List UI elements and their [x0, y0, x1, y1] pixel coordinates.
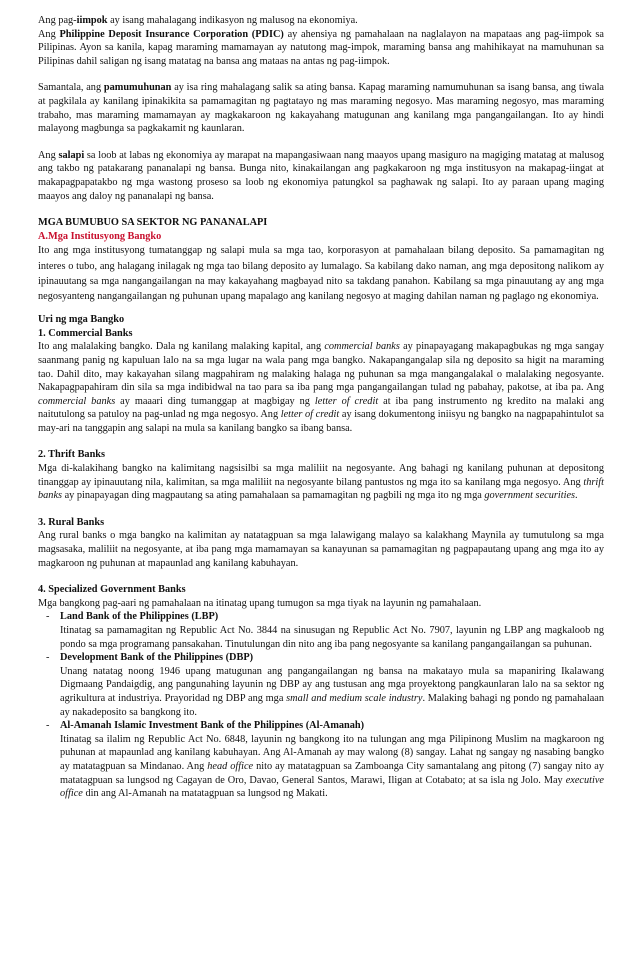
term-pdic: Philippine Deposit Insurance Corporation (PDIC)	[59, 28, 284, 40]
al-amanah-paragraph	[60, 733, 604, 801]
italic-term: government securities	[484, 490, 576, 502]
list-item-al-amanah	[38, 719, 604, 801]
italic-term: letter of credit	[314, 395, 379, 407]
intro-paragraph-1	[38, 14, 604, 28]
rural-banks-paragraph: Ang rural banks o mga bangko na kalimitan ay natatagpuan sa mga lalawigang malayo sa kalakhang Maynila ay tumutulong sa mga magsasaka, maliliit na negosyante, at iba pang mga mamamayan sa kanayunan sa pamamagitan ng pagpapautang upang ang mga ito ay magkaroon ng puhunan at mapaunlad ang kanilang kabuhayan.	[38, 530, 604, 569]
rural-banks-title: 3. Rural Banks	[38, 516, 105, 528]
paragraph-text: nito ay matatagpuan sa Zamboanga City samantalang ang pitong (7) sangay nito ay matatagpuan sa lungsod ng Cagayan de Oro, Davao, General Santos, Marawi, Iligan at Cotabato; at sa isla ng Jolo. May	[60, 760, 604, 786]
paragraph-text: ay isang dokumentong iniisyu ng bangko na nagpapahintulot sa may-ari na tanggapin ang salapi na mula sa kanilang bangko sa ibang bansa.	[38, 409, 604, 434]
intro-paragraph-2	[38, 28, 604, 69]
paragraph-text: Ito ang malalaking bangko. Dala ng kanilang malaking kapital, ang	[38, 341, 325, 353]
paragraph-text: . Malaking bahagi ng pondo ng pamahalaan ay nakadeposito sa bangkong ito.	[60, 692, 604, 718]
paragraph-text: Mga di-kalakihang bangko na kalimitang nagsisilbi sa mga maliliit na negosyante. Ang bahagi ng kanilang puhunan at depositong tinanggap ay ipinauutang nila, kalimitan, sa mga maliliit na negosyante bilang pantustos ng mga ito sa kanilang mga negosyo. Ang	[38, 463, 604, 488]
lbp-title: Land Bank of the Philippines (LBP)	[60, 611, 219, 623]
intro-text: ay isang mahalagang indikasyon ng malusog na ekonomiya.	[107, 15, 358, 26]
salapi-paragraph	[38, 149, 604, 203]
italic-term: small and medium scale industry	[286, 692, 423, 704]
intro-text: Ang	[38, 28, 60, 40]
italic-term: letter of credit	[280, 409, 340, 421]
commercial-banks-paragraph	[38, 340, 604, 435]
dash-bullet: -	[46, 611, 50, 623]
paragraph-text: sa loob at labas ng ekonomiya ay marapat na mapangasiwaan nang maayos upang masiguro na magiging matatag at malusog ang takbo ng patakarang pananalapi ng bansa. Bunga nito, kinakailangan ang pagkakaroon ng mga institusyon na makapag-iingat at makapagpapatakbo ng mga wastong proseso sa loob ng ekonomiya patungkol sa paghawak ng salapi. Ito ay paraan upang maging maayos ang daloy ng pananalapi ng bansa.	[38, 149, 604, 202]
uri-title: Uri ng mga Bangko	[38, 314, 125, 326]
dbp-paragraph	[60, 665, 604, 719]
section-title: MGA BUMUBUO SA SEKTOR NG PANANALAPI	[38, 217, 268, 229]
commercial-banks-title: 1. Commercial Banks	[38, 327, 133, 339]
subsection-title: A.Mga Institusyong Bangko	[38, 230, 162, 242]
paragraph-text: Itinatag sa ilalim ng Republic Act No. 6848, layunin ng bangkong ito na tulungan ang mga Pilipinong Muslim na magkaroon ng puhunan at mapaunlad ang kanilang kabuhayan. Ang Al-Amanah ay may walong (8) sangay. Lahat ng sangay ng nasabing bangko ay matatagpuan sa Mindanao. Ang	[60, 733, 604, 772]
thrift-banks-paragraph	[38, 462, 604, 503]
term-salapi: salapi	[58, 149, 85, 161]
italic-term: commercial banks	[324, 341, 400, 353]
term-pamumuhunan: pamumuhunan	[103, 82, 172, 94]
list-item-body	[60, 651, 604, 719]
italic-term: commercial banks	[38, 395, 116, 407]
italic-term: executive office	[60, 774, 604, 800]
pamumuhunan-paragraph	[38, 81, 604, 135]
italic-term: head office	[207, 760, 254, 772]
list-item-body	[60, 719, 604, 801]
italic-term: thrift banks	[38, 476, 604, 502]
paragraph-text: ay isa ring mahalagang salik sa ating bansa. Kapag maraming namumuhunan sa isang bansa, ang tiwala at pagkilala ay kanilang ipinakikita sa pamamagitan ng pagtatayo ng mas maraming negosyo. Mas maraming negosyo, mas maraming trabaho, mas maraming mamamayan ay magkakaroon ng kakayahang matugunan ang kanilang mga pangangailangan. Ito ay hindi malayong magbunga sa pagkakamit ng kaunlaran.	[38, 82, 605, 135]
dash-bullet: -	[46, 652, 50, 664]
list-item-body	[60, 610, 604, 651]
list-item-dbp	[38, 651, 604, 719]
thrift-banks-title: 2. Thrift Banks	[38, 449, 106, 461]
al-amanah-title: Al-Amanah Islamic Investment Bank of the Philippines (Al-Amanah)	[60, 720, 365, 732]
paragraph-text: ay maaari ding tumanggap at magbigay ng	[115, 395, 315, 407]
dbp-title: Development Bank of the Philippines (DBP)	[60, 652, 254, 664]
paragraph-text: at iba pang instrumento ng kredito na malaki ang naitutulong sa patuloy na pag-unlad ng mga negosyo. Ang	[38, 395, 604, 421]
paragraph-text: Unang natatag noong 1946 upang matugunan ang pangangailangan ng bansa na makatayo mula sa mapaniring Ikalawang Digmaang Pandaigdig, ang pangunahing layunin ng DBP ay ang tustusan ang mga proyektong pangkaunlaran lalo na sa sektor ng agrikultura at industriya. Prayoridad ng DBP ang mga	[60, 665, 604, 704]
paragraph-text: din ang Al-Amanah na matatagpuan sa lungsod ng Makati.	[82, 788, 328, 800]
institusyon-paragraph: Ito ang mga institusyong tumatanggap ng salapi mula sa mga tao, korporasyon at pamahalaan bilang deposito. Sa pamamagitan ng interes o tubo, ang halagang inilagak ng mga tao bilang deposito ay lumalago. Sa kabilang dako naman, ang mga depositong nalikom ay ipinauutang sa mga nangangailangan na may kakayahang magbayad nito sa takdang panahon. Kabilang sa mga pinauutang ay ang mga negosyanteng nangangailangan ng puhunan upang mapalago ang kanilang negosyo at maging dahilan naman ng paglago ng ekonomiya.	[38, 245, 604, 302]
list-item-lbp	[38, 610, 604, 651]
specialized-banks-intro: Mga bangkong pag-aari ng pamahalaan na itinatag upang tumugon sa mga tiyak na layunin ng pamahalaan.	[38, 597, 482, 609]
paragraph-text: Ang	[38, 149, 59, 161]
paragraph-text: ay pinapayagang makapagbukas ng mga sangay saanmang panig ng kapuluan lalo na sa mga lugar na wala pang mga bangko. Nakapangangalap sila ng deposito sa higit na maraming tao. Dahil dito, may kakayahan silang magpahiram ng malaking halaga ng puhunan sa mga mangangalakal o malalaking negosyante. Nakapagpapahiram din sila sa mga indibidwal na tao para sa iba pang mga pangangailangan tulad ng pabahay, pakotse, at iba pa. Ang	[38, 341, 605, 394]
specialized-banks-title: 4. Specialized Government Banks	[38, 584, 186, 596]
dash-bullet: -	[46, 720, 50, 732]
lbp-paragraph: Itinatag sa pamamagitan ng Republic Act No. 3844 na sinusugan ng Republic Act No. 7907, layunin ng LBP ang magkaloob ng pondo sa mga programang pansakahan. Tinutulungan din nito ang iba pang negosyante sa kanilang pangangailangan sa puhunan.	[60, 625, 604, 650]
paragraph-text: .	[575, 490, 578, 502]
specialized-banks-list	[38, 610, 604, 800]
term-iimpok: iimpok	[76, 15, 108, 26]
paragraph-text: Samantala, ang	[38, 82, 104, 94]
intro-text: ay ahensiya ng pamahalaan na naglalayon na mapataas ang pag-iimpok sa Pilipinas. Ayon sa kanila, kapag maraming mamamayan ay natutong mag-impok, maraming bansa ang mahihikayat na mamuhunan sa Pilipinas dahil saligan ng isang matatag na bansa ang mataas na antas ng pag-iimpok.	[38, 28, 605, 67]
paragraph-text: ay pinapayagan ding magpautang sa ating pamahalaan sa pamamagitan ng pagbili ng mga ito ng mga	[62, 490, 485, 502]
intro-text: Ang pag-	[38, 15, 77, 26]
